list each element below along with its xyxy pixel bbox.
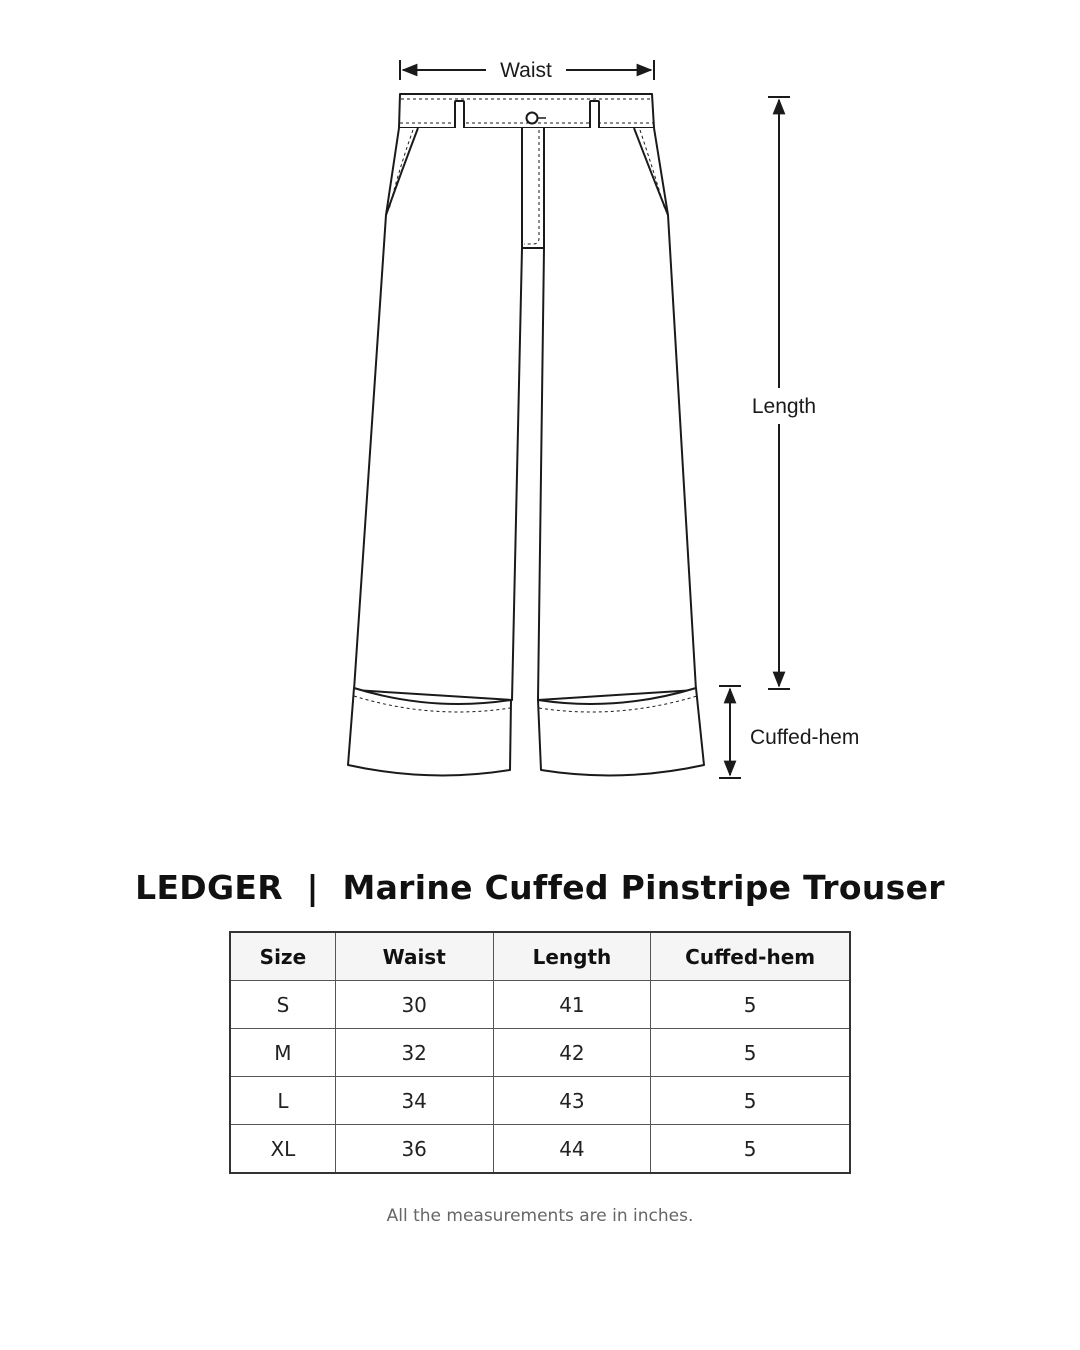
cuffed-hem-dimension [719, 686, 859, 778]
header-length: Length [493, 932, 651, 981]
cell-cuffed-hem: 5 [651, 1077, 850, 1125]
cuff-right [538, 688, 704, 775]
length-label: Length [751, 395, 817, 418]
waist-button [527, 113, 538, 124]
cell-size: L [230, 1077, 335, 1125]
cell-size: S [230, 981, 335, 1029]
page-title: LEDGER | Marine Cuffed Pinstripe Trouser [135, 868, 945, 907]
cell-waist: 30 [335, 981, 493, 1029]
cell-waist: 36 [335, 1125, 493, 1174]
header-waist: Waist [335, 932, 493, 981]
table-row [230, 1077, 850, 1125]
cell-length: 41 [493, 981, 651, 1029]
measurement-note: All the measurements are in inches. [386, 1206, 694, 1226]
cell-length: 43 [493, 1077, 651, 1125]
size-chart-table [229, 931, 851, 1174]
cell-length: 44 [493, 1125, 651, 1174]
table-row [230, 1029, 850, 1077]
cell-cuffed-hem: 5 [651, 1125, 850, 1174]
cell-length: 42 [493, 1029, 651, 1077]
header-size: Size [230, 932, 335, 981]
cell-size: XL [230, 1125, 335, 1174]
table-row [230, 1125, 850, 1174]
length-dimension [752, 97, 816, 689]
cell-cuffed-hem: 5 [651, 1029, 850, 1077]
header-cuffed-hem: Cuffed-hem [651, 932, 850, 981]
table-header-row [230, 932, 850, 981]
trouser-outline [348, 94, 704, 775]
table-row [230, 981, 850, 1029]
cell-size: M [230, 1029, 335, 1077]
trouser-legs [354, 128, 696, 700]
cell-waist: 34 [335, 1077, 493, 1125]
cell-waist: 32 [335, 1029, 493, 1077]
cell-cuffed-hem: 5 [651, 981, 850, 1029]
waist-dimension [400, 59, 654, 82]
waist-label: Waist [500, 59, 552, 82]
cuffed-hem-label: Cuffed-hem [750, 726, 860, 749]
